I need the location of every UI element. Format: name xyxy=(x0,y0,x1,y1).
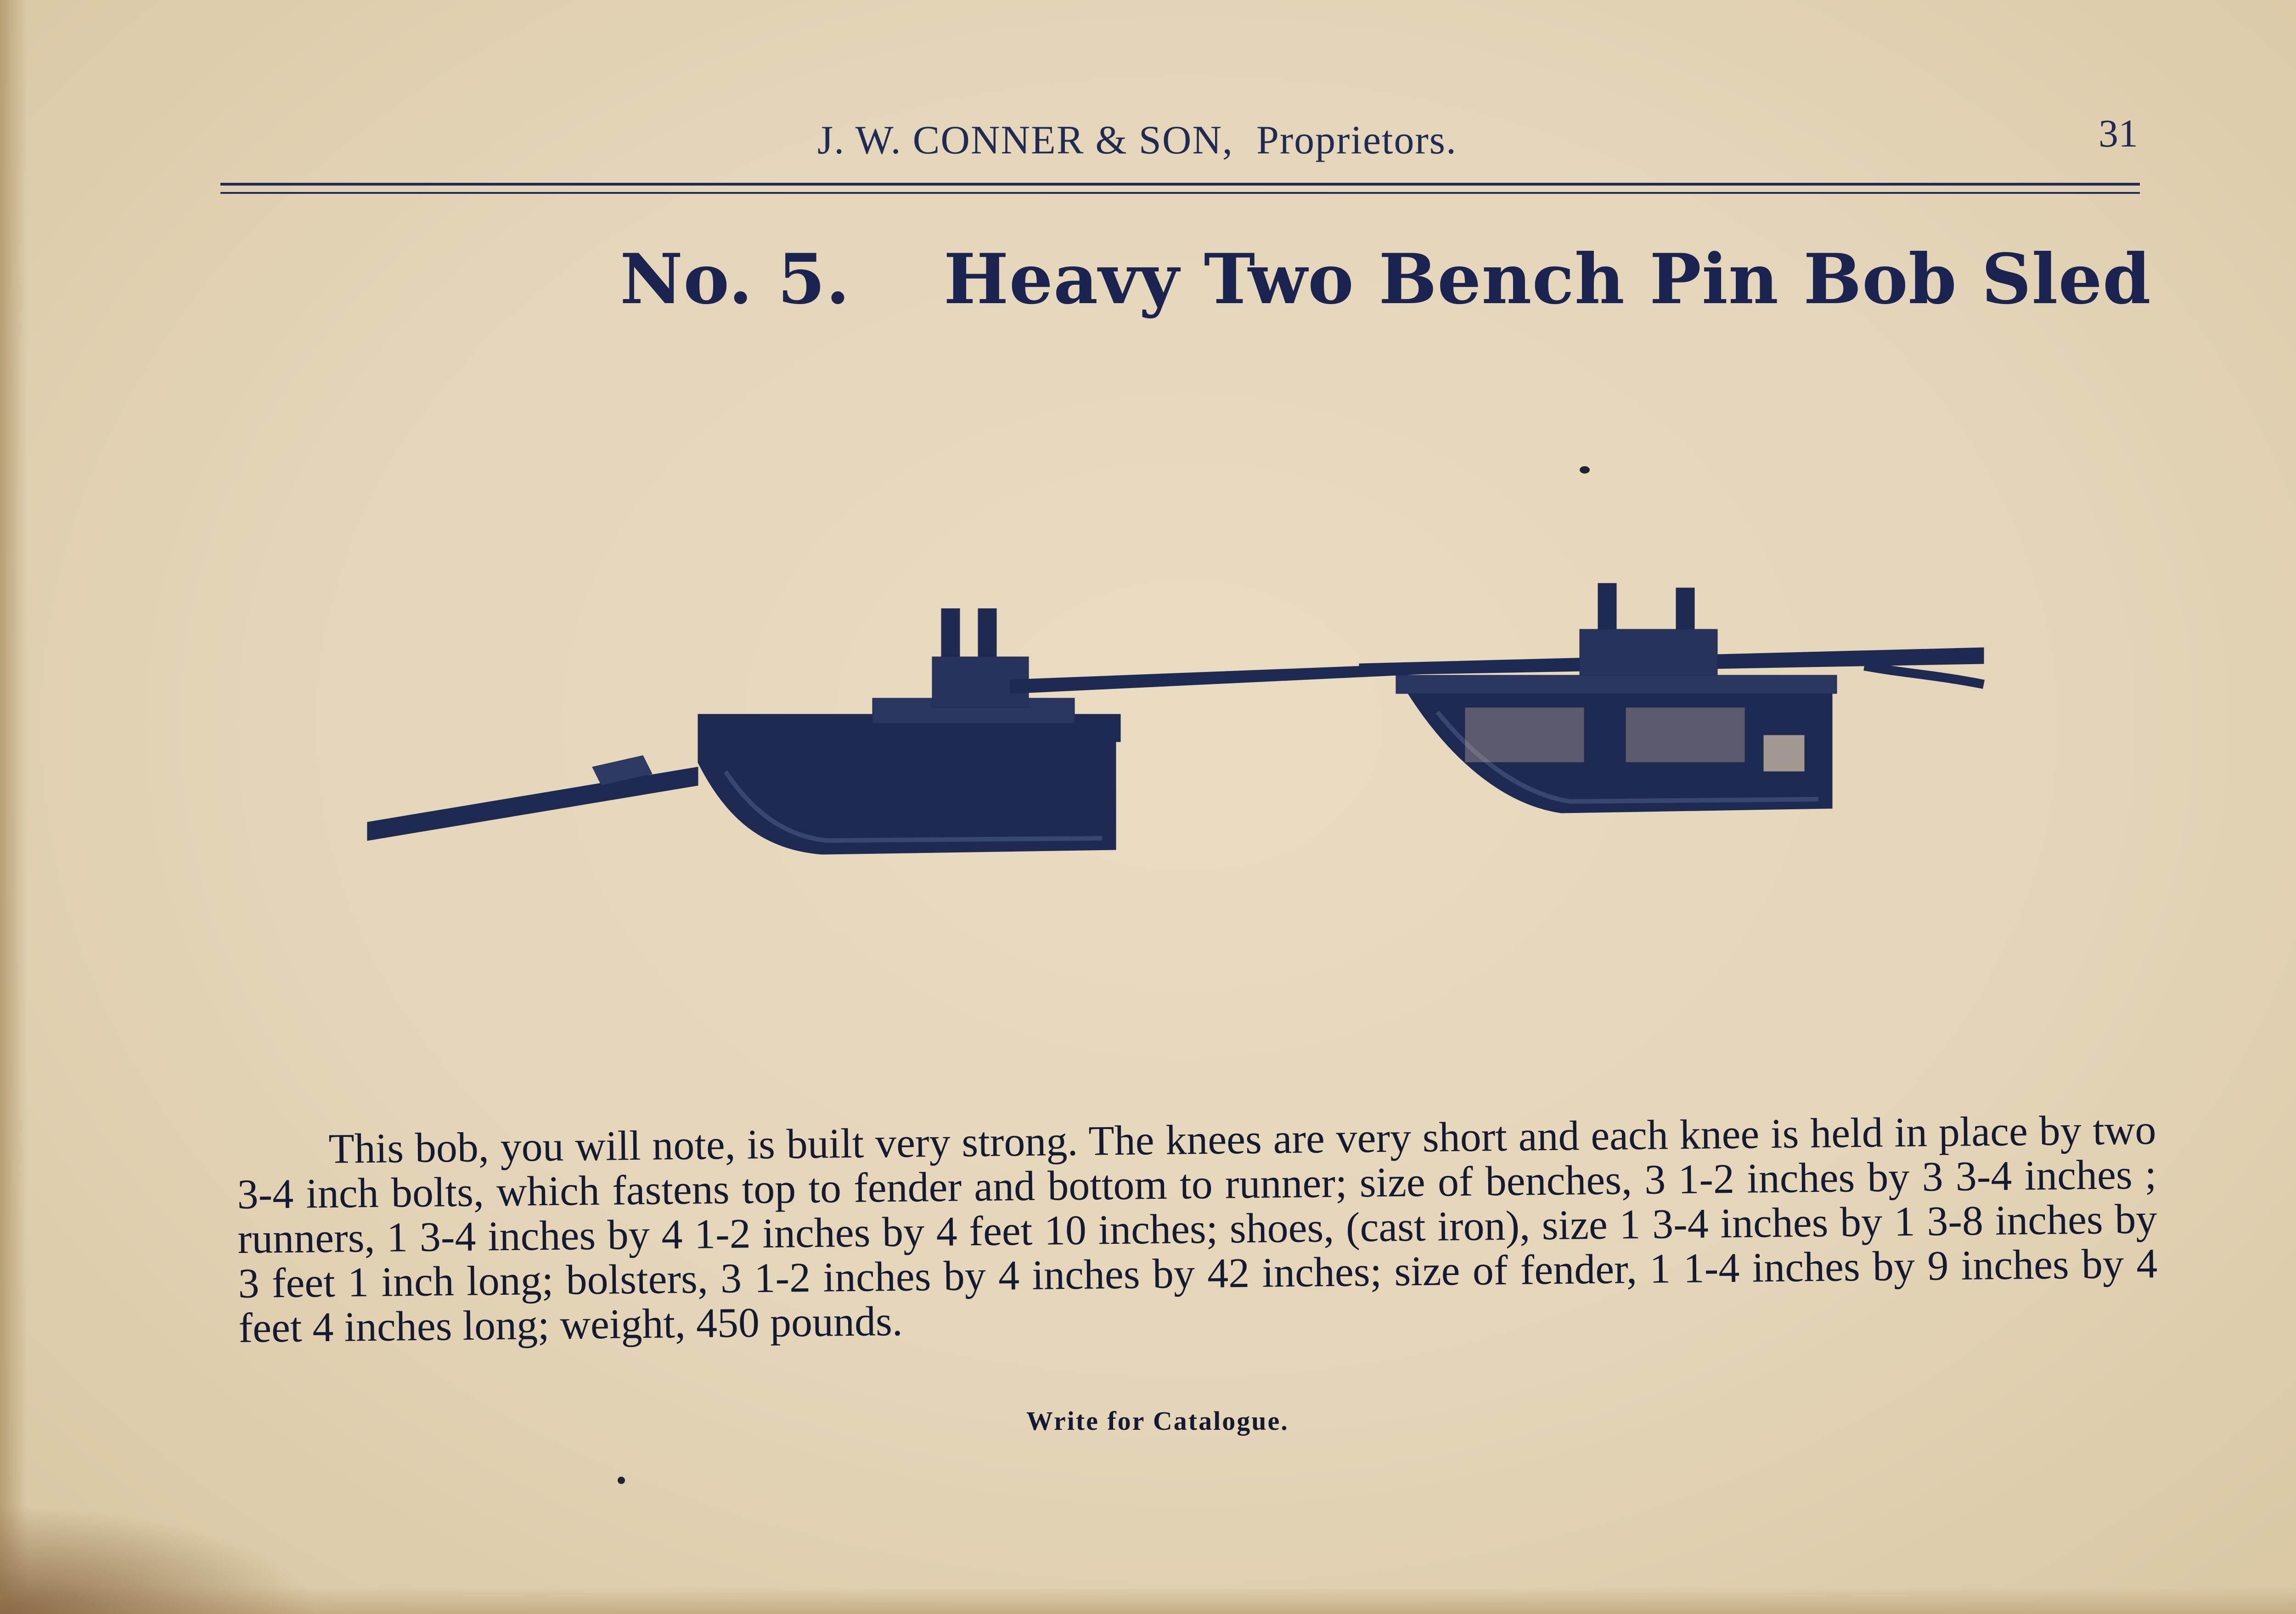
corner-stain xyxy=(0,1504,321,1614)
bob-sled-illustration xyxy=(349,450,2011,886)
ink-speck xyxy=(618,1477,625,1484)
product-name: Heavy Two Bench Pin Bob Sled xyxy=(943,239,2151,320)
page-bottom-shadow xyxy=(0,1586,2296,1614)
firm-name: J. W. CONNER & SON, xyxy=(817,118,1233,163)
product-number: No. 5. xyxy=(620,239,850,320)
page-number: 31 xyxy=(2099,111,2138,155)
header-rule-bottom xyxy=(220,192,2140,194)
product-title xyxy=(620,239,2151,320)
product-description: This bob, you will note, is built very strong. The knees are very short and each knee is held in place by two 3-4 inch bolts, which fastens top to fender and bottom to runner; size of benches, 3 1-2 inches by 3 3-4 inches ; runners, 1 3-4 inches by 4 1-2 inches by 4 feet 10 inches; shoes, (cast iron), size 1 3-4 inches by 1 3-8 inches by 3 feet 1 inch long; bolsters, 3 1-2 inches by 4 inches by 42 inches; size of fender, 1 1-4 inches by 9 inches by 4 feet 4 inches long; weight, 450 pounds. xyxy=(236,1106,2158,1351)
front-tongue xyxy=(367,767,698,841)
firm-role: Proprietors. xyxy=(1256,118,1457,163)
catalogue-note: Write for Catalogue. xyxy=(1026,1406,1289,1436)
page-edge-shadow xyxy=(0,0,28,1614)
running-header xyxy=(817,117,1457,164)
rear-bench xyxy=(1396,675,1837,694)
header-rule-top xyxy=(220,183,2140,186)
bob-sled-drawing xyxy=(349,450,2011,886)
ink-speck xyxy=(1580,466,1590,474)
